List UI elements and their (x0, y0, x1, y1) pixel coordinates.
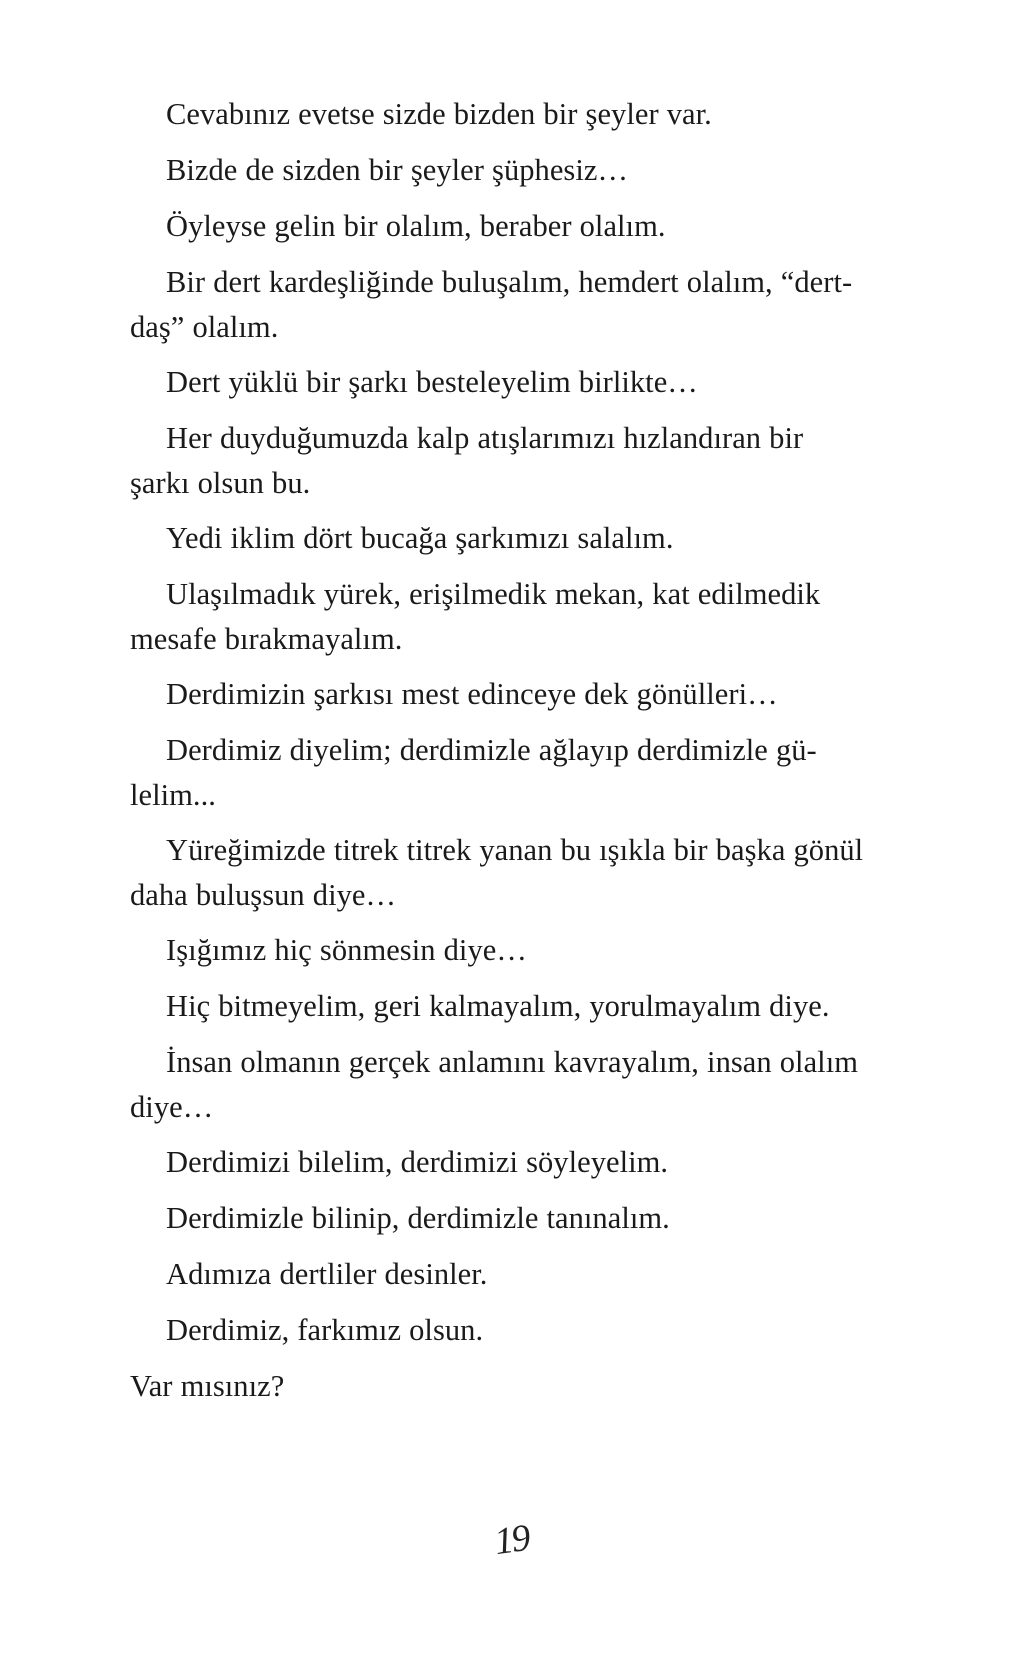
body-paragraph: Işığımız hiç sönmesin diye… (166, 933, 527, 967)
body-paragraph: Derdimizle bilinip, derdimizle tanınalım. (166, 1201, 670, 1235)
body-paragraph: Cevabınız evetse sizde bizden bir şeyler var. (166, 97, 712, 131)
body-paragraph: Öyleyse gelin bir olalım, beraber olalım. (166, 209, 666, 243)
body-paragraph: Hiç bitmeyelim, geri kalmayalım, yorulmayalım diye. (166, 989, 830, 1023)
body-paragraph: Derdimiz diyelim; derdimizle ağlayıp derdimizle gü-lelim... (130, 733, 817, 812)
body-paragraph: İnsan olmanın gerçek anlamını kavrayalım, insan olalım diye… (130, 1045, 858, 1124)
body-paragraph: Derdimizin şarkısı mest edinceye dek gönülleri… (166, 677, 778, 711)
body-paragraph: Yedi iklim dört bucağa şarkımızı salalım. (166, 521, 674, 555)
body-paragraph: Var mısınız? (130, 1369, 285, 1403)
body-paragraph: Derdimizi bilelim, derdimizi söyleyelim. (166, 1145, 669, 1179)
body-paragraph: Adımıza dertliler desinler. (166, 1257, 488, 1291)
body-paragraph: Ulaşılmadık yürek, erişilmedik mekan, kat edilmedik mesafe bırakmayalım. (130, 577, 821, 656)
body-paragraph: Bizde de sizden bir şeyler şüphesiz… (166, 153, 629, 187)
page-number: 19 (491, 1516, 532, 1564)
body-paragraph: Dert yüklü bir şarkı besteleyelim birlikte… (166, 365, 698, 399)
body-paragraph: Derdimiz, farkımız olsun. (166, 1313, 484, 1347)
body-paragraph: Her duyduğumuzda kalp atışlarımızı hızlandıran bir şarkı olsun bu. (130, 421, 804, 500)
body-paragraph: Bir dert kardeşliğinde buluşalım, hemdert olalım, “dert-daş” olalım. (130, 265, 853, 344)
page-body-text (130, 92, 870, 1420)
body-paragraph: Yüreğimizde titrek titrek yanan bu ışıkla bir başka gönül daha buluşsun diye… (130, 833, 864, 912)
